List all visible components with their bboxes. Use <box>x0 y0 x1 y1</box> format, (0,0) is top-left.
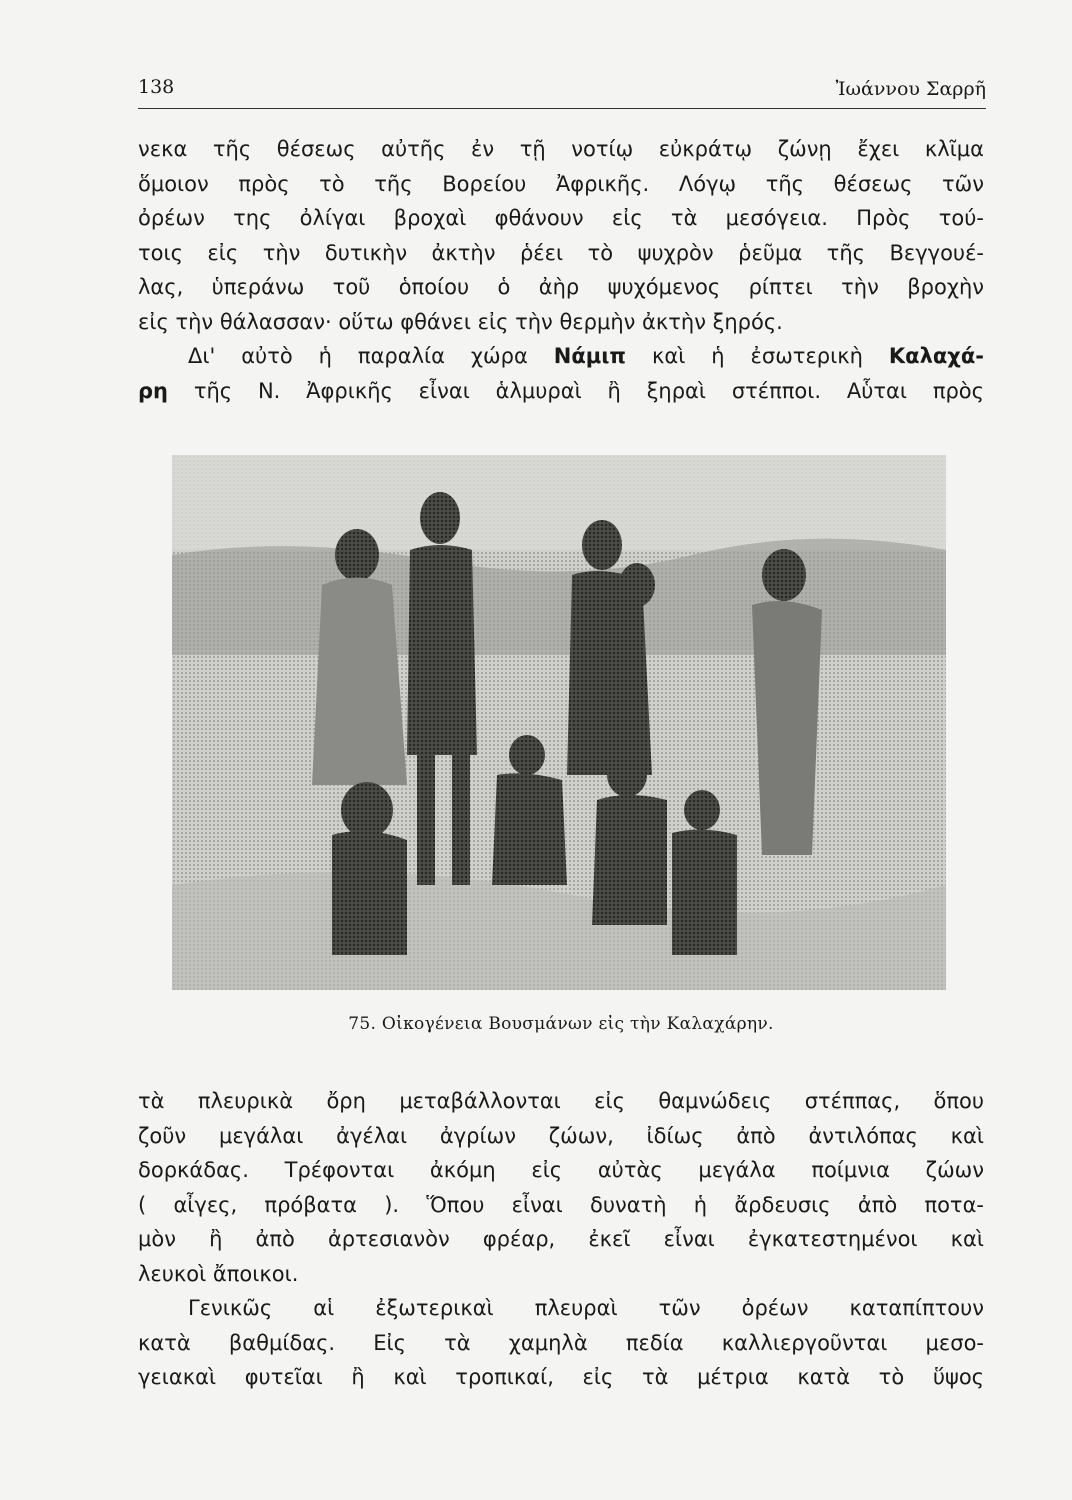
running-head: Ἰωάννου Σαρρῆ <box>835 78 986 100</box>
text-line: λας, ὑπεράνω τοῦ ὁποίου ὁ ἀὴρ ψυχόμενος ρίπτει τὴν βροχὴν <box>138 275 984 299</box>
text-line: εἰς τὴν θάλασσαν· οὕτω φθάνει εἰς τὴν θερμὴν ἀκτὴν ξηρός. <box>138 309 783 334</box>
place-name-kalahari: Καλαχά- <box>888 344 984 368</box>
text-line: λευκοὶ ἄποικοι. <box>138 1261 299 1286</box>
text-line: νεκα τῆς θέσεως αὐτῆς ἐν τῇ νοτίῳ εὐκράτῳ ζώνῃ ἔχει κλῖμα <box>138 137 984 161</box>
text-line: τοις εἰς τὴν δυτικὴν ἀκτὴν ῥέει τὸ ψυχρὸν ῥεῦμα τῆς Βεγγουέ- <box>138 240 984 265</box>
place-name-kalahari-end: ρη <box>138 378 168 403</box>
text-line: ὅμοιον πρὸς τὸ τῆς Βορείου Ἀφρικῆς. Λόγῳ τῆς θέσεως τῶν <box>138 171 984 196</box>
text-block-top <box>138 132 984 408</box>
text-line: μὸν ἢ ἀπὸ ἀρτεσιανὸν φρέαρ, ἐκεῖ εἶναι ἐγκατεστημένοι καὶ <box>138 1227 984 1251</box>
text-line: ζοῦν μεγάλαι ἀγέλαι ἀγρίων ζώων, ἰδίως ἀπὸ ἀντιλόπας καὶ <box>138 1123 984 1148</box>
text-line: ( αἶγες, πρόβατα ). Ὅπου εἶναι δυνατὴ ἡ ἄρδευσις ἀπὸ ποτα- <box>138 1192 984 1217</box>
place-name-namib: Νάμιπ <box>553 344 627 368</box>
text-line <box>138 374 984 409</box>
figure-caption: 75. Οἰκογένεια Βουσμάνων εἰς τὴν Καλαχάρην. <box>348 1014 774 1034</box>
paragraph-1 <box>138 132 984 339</box>
text-run: Δι' αὐτὸ ἡ παραλία χώρα <box>188 344 554 368</box>
text-run: καὶ ἡ ἐσωτερικὴ <box>626 344 889 368</box>
text-line: τὰ πλευρικὰ ὄρη μεταβάλλονται εἰς θαμνώδεις στέππας, ὅπου <box>138 1089 984 1113</box>
text-run: τῆς Ν. Ἀφρικῆς εἶναι ἁλμυραὶ ἢ ξηραὶ στέπποι. Αὗται πρὸς <box>167 378 984 403</box>
photo-sky <box>172 455 946 550</box>
text-line: κατὰ βαθμίδας. Εἰς τὰ χαμηλὰ πεδία καλλιεργοῦνται μεσο- <box>138 1330 984 1355</box>
text-line: γειακαὶ φυτεῖαι ἢ καὶ τροπικαί, εἰς τὰ μέτρια κατὰ τὸ ὕψος <box>138 1365 984 1389</box>
text-line: Γενικῶς αἱ ἐξωτερικαὶ πλευραὶ τῶν ὀρέων καταπίπτουν <box>188 1296 984 1320</box>
page-header <box>138 72 986 109</box>
text-line: δορκάδας. Τρέφονται ἀκόμη εἰς αὐτὰς μεγάλα ποίμνια ζώων <box>138 1158 984 1182</box>
page-number: 138 <box>138 76 175 98</box>
text-line <box>138 339 984 374</box>
figure-photo <box>172 455 946 990</box>
paragraph-4 <box>138 1291 984 1395</box>
bushman-family-photo <box>172 455 946 990</box>
paragraph-2 <box>138 339 984 408</box>
text-line: ὀρέων της ὀλίγαι βροχαὶ φθάνουν εἰς τὰ μεσόγεια. Πρὸς τού- <box>138 206 984 230</box>
paragraph-3 <box>138 1084 984 1291</box>
text-block-bottom <box>138 1084 984 1395</box>
